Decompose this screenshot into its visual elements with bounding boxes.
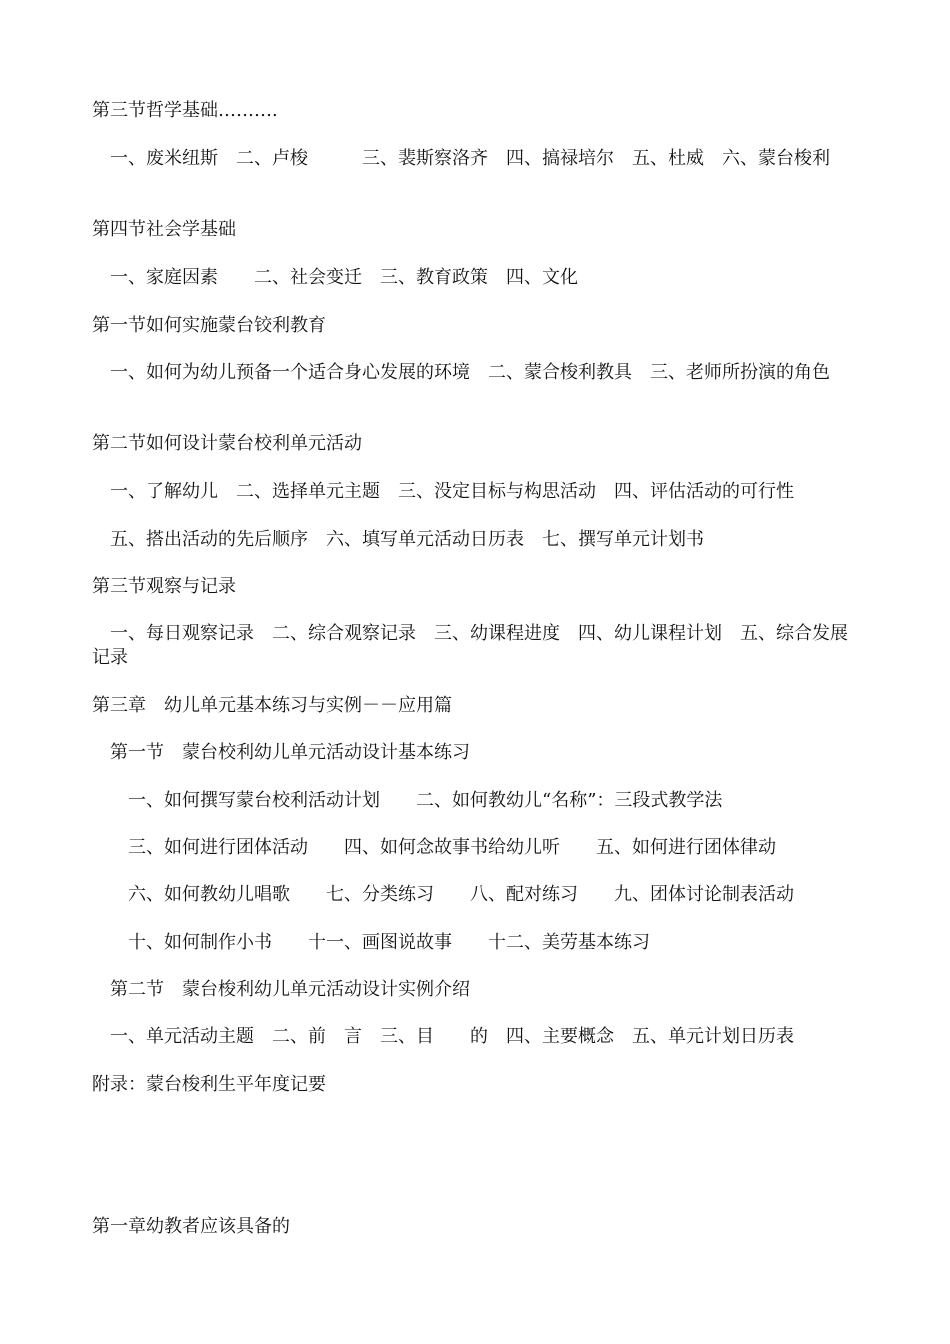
design-items-1: 一、了解幼儿 二、选择单元主题 三、没定目标与构思活动 四、评估活动的可行性 <box>110 481 794 502</box>
chapter-heading-1: 第一章幼教者应该具备的 <box>92 1216 290 1237</box>
section-heading-sociology: 第四节社会学基础 <box>92 219 236 240</box>
sociology-items: 一、家庭因素 二、社会变迁 三、教育政策 四、文化 <box>110 267 578 288</box>
basic-practice-items-1: 一、如何撰写蒙台校利活动计划 二、如何教幼儿“名称”：三段式教学法 <box>128 790 723 811</box>
basic-practice-items-2: 三、如何进行团体活动 四、如何念故事书给幼儿听 五、如何进行团体律动 <box>128 837 776 858</box>
section-heading-philosophy: 第三节哲学基础………. <box>92 100 278 121</box>
chapter-heading-3: 第三章 幼儿单元基本练习与实例－－应用篇 <box>92 695 452 716</box>
examples-items: 一、单元活动主题 二、前 言 三、目 的 四、主要概念 五、单元计划日历表 <box>110 1026 794 1047</box>
design-items-2: 五、搭出活动的先后顺序 六、填写单元活动日历表 七、撰写单元计划书 <box>110 529 704 550</box>
section-heading-design: 第二节如何设计蒙台校利单元活动 <box>92 433 362 454</box>
appendix-line: 附录：蒙台梭利生平年度记要 <box>92 1074 326 1095</box>
section-heading-observation: 第三节观察与记录 <box>92 576 236 597</box>
basic-practice-items-3: 六、如何教幼儿唱歌 七、分类练习 八、配对练习 九、团体讨论制表活动 <box>128 884 794 905</box>
observation-items: 一、每日观察记录 二、综合观察记录 三、幼课程进度 四、幼儿课程计划 五、综合发展记录 <box>92 623 848 668</box>
section-heading-basic-practice: 第一节 蒙台校利幼儿单元活动设计基本练习 <box>110 742 470 763</box>
philosophy-items: 一、废米纽斯 二、卢梭 三、裴斯察洛齐 四、搞禄培尔 五、杜威 六、蒙台梭利 <box>110 148 830 169</box>
section-heading-implement: 第一节如何实施蒙台铰利教育 <box>92 315 326 336</box>
section-heading-examples: 第二节 蒙台梭利幼儿单元活动设计实例介绍 <box>110 979 470 1000</box>
implement-items: 一、如何为幼儿预备一个适合身心发展的环境 二、蒙合梭利教具 三、老师所扮演的角色 <box>110 362 830 383</box>
basic-practice-items-4: 十、如何制作小书 十一、画图说故事 十二、美劳基本练习 <box>128 932 650 953</box>
